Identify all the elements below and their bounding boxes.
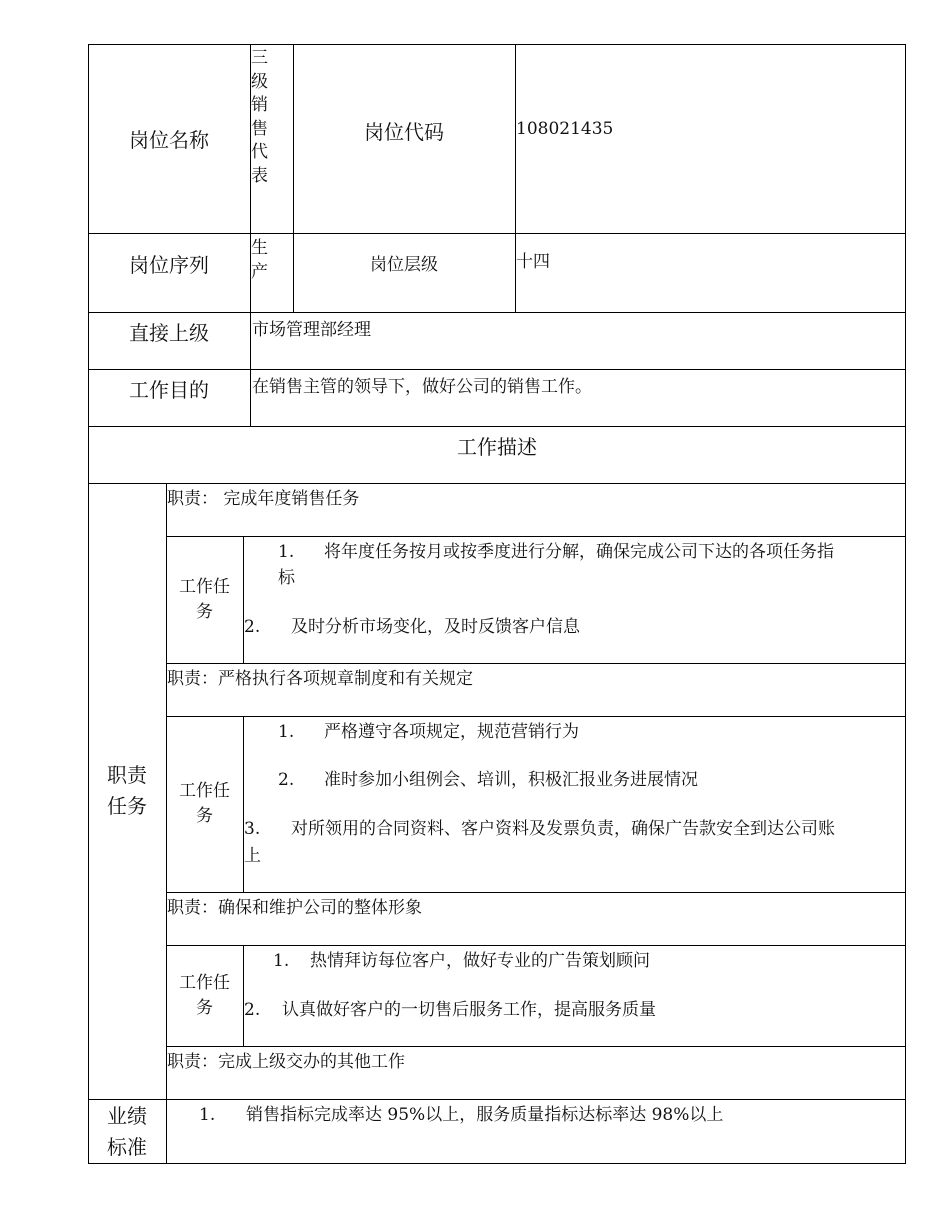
task-item — [244, 817, 899, 841]
direct-superior-value: 市场管理部经理 — [252, 320, 371, 340]
task-number: 1. — [273, 951, 290, 971]
work-task-label — [166, 716, 243, 892]
stacked-char: 表 — [251, 165, 268, 186]
position-sequence-value — [251, 237, 293, 307]
work-purpose-label: 工作目的 — [129, 377, 209, 402]
task-item — [278, 768, 898, 792]
task-item — [278, 720, 898, 744]
duty-heading: 职责： 完成年度销售任务 — [167, 489, 360, 509]
task-item-continued: 上 — [244, 846, 261, 866]
row-divider — [166, 716, 906, 717]
performance-number: 1. — [199, 1105, 216, 1125]
col-divider — [243, 945, 244, 1046]
task-label-line: 务 — [196, 806, 213, 826]
task-number: 1. — [278, 722, 295, 742]
stacked-char: 生 — [251, 238, 268, 258]
task-text: 准时参加小组例会、培训，积极汇报业务进展情况 — [324, 770, 698, 790]
task-item — [244, 998, 894, 1022]
work-task-label — [166, 945, 243, 1046]
duties-tasks-label — [88, 483, 166, 1099]
performance-text: 销售指标完成率达 95%以上，服务质量指标达标率达 98%以上 — [246, 1105, 724, 1125]
duty-heading: 职责：确保和维护公司的整体形象 — [167, 898, 422, 918]
work-description-title: 工作描述 — [457, 434, 537, 459]
performance-standard-label — [88, 1099, 166, 1164]
work-task-label — [166, 536, 243, 663]
position-sequence-chars — [251, 237, 271, 284]
task-number: 1. — [278, 542, 295, 562]
row-divider — [88, 483, 906, 484]
task-text: 及时分析市场变化，及时反馈客户信息 — [291, 617, 580, 637]
stacked-char: 产 — [251, 261, 268, 282]
position-code-label: 岗位代码 — [364, 119, 444, 144]
duties-label-line: 职责 — [107, 763, 147, 787]
position-level-value: 十四 — [516, 252, 550, 272]
task-text: 将年度任务按月或按季度进行分解，确保完成公司下达的各项任务指 — [324, 542, 834, 562]
row-divider — [88, 1099, 906, 1100]
task-text: 对所领用的合同资料、客户资料及发票负责，确保广告款安全到达公司账 — [291, 819, 835, 839]
duty-heading: 职责：严格执行各项规章制度和有关规定 — [167, 669, 473, 689]
row-divider — [166, 945, 906, 946]
row-divider — [166, 1046, 906, 1047]
row-divider — [166, 663, 906, 664]
position-name-label: 岗位名称 — [129, 128, 209, 152]
duties-label-line: 任务 — [107, 794, 147, 818]
col-divider — [243, 536, 244, 663]
task-text: 认真做好客户的一切售后服务工作，提高服务质量 — [282, 1000, 656, 1020]
position-name-value — [251, 47, 293, 233]
task-label-line: 工作任 — [179, 576, 230, 597]
task-number: 2. — [244, 617, 261, 637]
stacked-char: 级 — [251, 71, 268, 92]
stacked-char: 售 — [251, 118, 268, 139]
task-label-line: 工作任 — [179, 781, 230, 801]
position-code-value: 108021435 — [516, 119, 614, 139]
task-item — [244, 615, 894, 639]
position-name-chars — [251, 47, 271, 188]
task-number: 2. — [278, 770, 295, 790]
row-divider — [166, 892, 906, 893]
stacked-char: 销 — [251, 95, 268, 115]
task-number: 2. — [244, 1000, 261, 1020]
performance-label-line: 标准 — [107, 1134, 147, 1159]
duty-heading: 职责：完成上级交办的其他工作 — [167, 1052, 405, 1072]
task-text: 严格遵守各项规定，规范营销行为 — [324, 722, 579, 742]
task-label-line: 务 — [196, 997, 213, 1018]
row-divider — [166, 536, 906, 537]
stacked-char: 代 — [251, 142, 268, 162]
stacked-char: 三 — [251, 48, 268, 68]
position-sequence-label: 岗位序列 — [129, 252, 209, 277]
task-label-line: 务 — [196, 601, 213, 622]
task-item-continued: 标 — [278, 568, 295, 588]
task-text: 热情拜访每位客户，做好专业的广告策划顾问 — [310, 951, 650, 971]
task-item — [273, 949, 893, 973]
task-item — [278, 540, 898, 564]
direct-superior-label: 直接上级 — [129, 320, 209, 345]
position-level-label: 岗位层级 — [370, 254, 438, 275]
work-purpose-value: 在销售主管的领导下，做好公司的销售工作。 — [252, 377, 592, 397]
task-number: 3. — [244, 819, 261, 839]
performance-item — [199, 1103, 899, 1127]
task-label-line: 工作任 — [179, 972, 230, 993]
performance-label-line: 业绩 — [107, 1103, 147, 1128]
